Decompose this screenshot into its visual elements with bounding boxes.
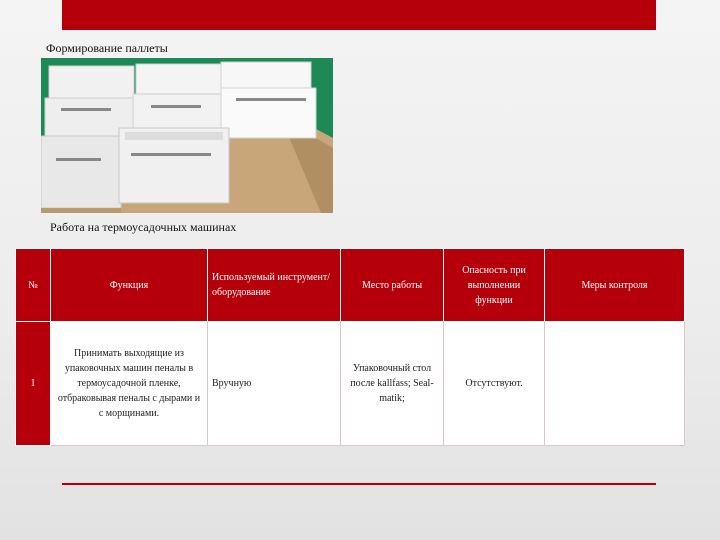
table-caption: Работа на термоусадочных машинах — [50, 220, 237, 234]
header-place: Место работы — [341, 249, 444, 322]
cell-control — [545, 322, 685, 446]
cell-function: Принимать выходящие из упаковочных машин пеналы в термоусадочной пленке, отбраковывая пеналы с дырами и с морщинами. — [51, 322, 208, 446]
cell-tool: Вручную — [208, 322, 341, 446]
cell-hazard: Отсутствуют. — [444, 322, 545, 446]
header-num: № — [16, 249, 51, 322]
bottom-accent-line — [62, 483, 656, 485]
header-function: Функция — [51, 249, 208, 322]
top-accent-bar — [62, 0, 656, 30]
hazard-table — [15, 248, 685, 446]
header-hazard: Опасность при выполнении функции — [444, 249, 545, 322]
pallet-photo — [41, 58, 333, 213]
header-control: Меры контроля — [545, 249, 685, 322]
header-tool: Используемый инструмент/ оборудование — [208, 249, 341, 322]
cell-place: Упаковочный стол после kallfass; Seal-matik; — [341, 322, 444, 446]
cell-num: 1 — [16, 322, 51, 446]
photo-caption: Формирование паллеты — [46, 41, 168, 55]
table-row — [16, 322, 685, 446]
table-header-row — [16, 249, 685, 322]
